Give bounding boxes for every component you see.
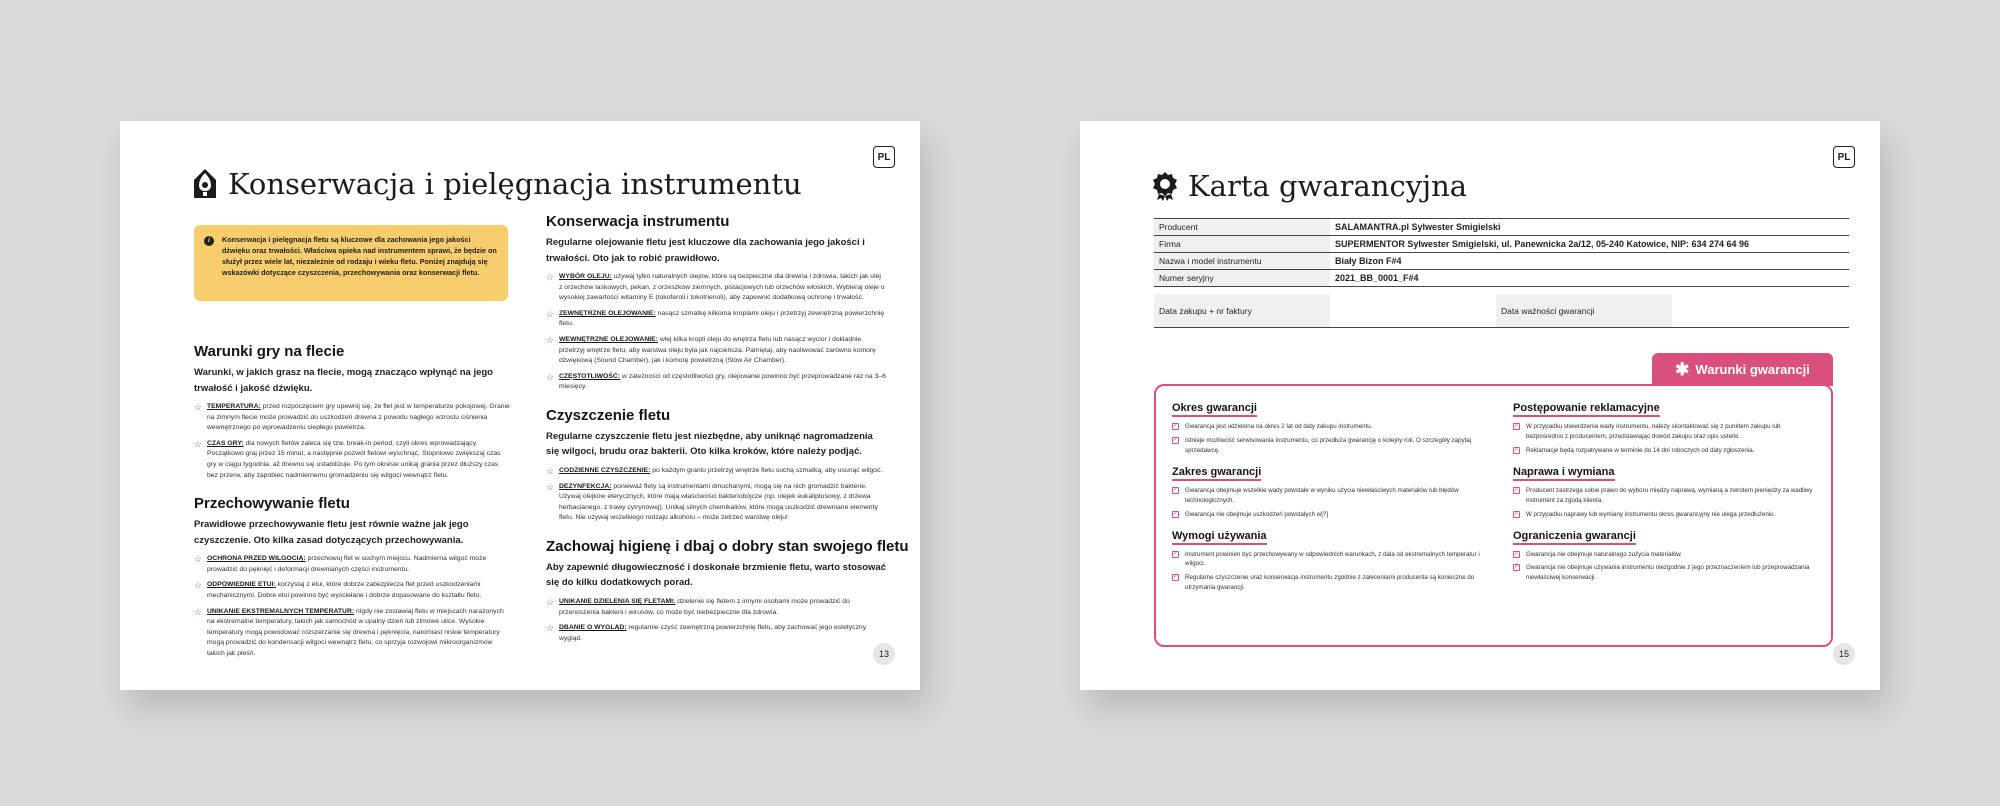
terms-item-text: Gwarancja nie obejmuje uszkodzeń powstałych w[?] — [1185, 510, 1329, 518]
section-lead: Warunki, w jakich grasz na flecie, mogą znacząco wpłynąć na jego trwałość i jakość dźwięku. — [194, 367, 493, 394]
care-tip-text: w zależności od częstotliwości gry, olejowanie powinno być przeprowadzane raz na 3–6 miesięcy. — [559, 372, 886, 391]
terms-item — [1172, 510, 1482, 520]
page-number: 15 — [1833, 643, 1855, 665]
asterisk-icon: ✱ — [1675, 359, 1690, 379]
warranty-field-label: Nazwa i model instrumentu — [1154, 253, 1330, 270]
page-number: 13 — [873, 643, 895, 665]
warranty-expiry-field[interactable] — [1672, 294, 1849, 327]
care-tip-keyword: DBANIE O WYGLĄD: — [559, 624, 627, 632]
care-tip-keyword: WYBÓR OLEJU: — [559, 273, 612, 281]
warranty-row — [1154, 253, 1849, 270]
care-tip-keyword: OCHRONA PRZED WILGOCIĄ: — [207, 555, 306, 563]
care-tip-keyword: WEWNĘTRZNE OLEJOWANIE: — [559, 336, 658, 343]
warranty-terms-tab-label: Warunki gwarancji — [1695, 362, 1810, 377]
info-icon: i — [204, 236, 214, 246]
care-tip — [546, 623, 886, 644]
terms-item-text: Gwarancja jest udzielona na okres 2 lat od daty zakupu instrumentu. — [1185, 423, 1373, 430]
warranty-field-label: Numer seryjny — [1154, 270, 1330, 287]
language-badge: PL — [873, 146, 895, 168]
terms-item — [1513, 486, 1818, 506]
warranty-terms-tab — [1652, 353, 1833, 386]
section-lead: Regularne czyszczenie fletu jest niezbędne, aby uniknąć nagromadzenia się wilgoci, brudu oraz bakterii. Oto kilka kroków, które należy podjąć. — [546, 430, 873, 458]
terms-right-column — [1513, 398, 1818, 589]
star-bullet-icon: ☆ — [546, 466, 555, 476]
section-title: Konserwacja instrumentu — [546, 213, 730, 230]
terms-item-text: Reklamacje będą rozpatrywane w terminie do 14 dni roboczych od daty zgłoszenia. — [1526, 446, 1755, 454]
care-section — [194, 343, 510, 481]
care-tip — [194, 402, 510, 434]
checkbox-icon: ✓ — [1173, 510, 1179, 517]
terms-group — [1513, 526, 1818, 584]
purchase-date-label: Data zakupu + nr faktury — [1154, 294, 1330, 327]
care-tip — [194, 607, 510, 660]
warranty-field-value: Biały Bizon F#4 — [1330, 253, 1849, 270]
care-tip-text: przed rozpoczęciem gry upewnij się, że flet jest w temperaturze pokojowej. Granie na zimnym flecie może prowadzić do uszkodzeń drewna z powodu nagłego wzrostu ciśnienia wewnętrznego po wprowadzeniu ciepłego powietrza. — [207, 403, 510, 432]
care-tip — [546, 466, 886, 477]
checkbox-icon: ✓ — [1173, 574, 1179, 581]
terms-item-text: W przypadku naprawy lub wymiany instrumentu okres gwarancyjny nie ulega przedłużeniu. — [1526, 510, 1776, 518]
care-section — [546, 537, 909, 644]
care-section — [546, 213, 886, 393]
rosette-badge-icon — [1152, 171, 1178, 201]
care-tip-text: ponieważ flety są instrumentami dmuchanymi, mogą się na nich gromadzić bakterie. Używaj olejków eterycznych, które mają właściwości bakteriobójcze (np. olejek eukaliptusowy, z drzewa herbacianego, z trawy cytrynowej). Unikaj silnych chemikaliów, które mogą uszkodzić drewniane elementy fletu. Nie używaj wszelkiego rodzaju alkoholu – może zetrzeć warstwę oleju! — [559, 482, 878, 522]
star-bullet-icon: ☆ — [194, 606, 203, 617]
purchase-date-field[interactable] — [1330, 294, 1496, 327]
star-bullet-icon: ☆ — [194, 438, 203, 449]
care-tip — [194, 580, 510, 601]
star-bullet-icon: ☆ — [546, 335, 555, 345]
star-bullet-icon: ☆ — [546, 481, 555, 492]
flute-care-icon — [192, 168, 218, 200]
care-tip-text: nigdy nie zostawiaj fletu w miejscach narażonych na ekstremalne temperatury, takich jak samochód w upalny dzień lub zimowe ulice. Wysokie temperatury mogą powodować rozszerzanie się drewna i pęknięcia, natomiast niskie temperatury mogą prowadzić do kondensacji wilgoci wewnątrz fletu, co sprzyja rozwojowi mikroorganizmów takich jak pleśń. — [207, 607, 504, 657]
terms-item — [1513, 563, 1818, 583]
care-tip — [546, 335, 886, 367]
section-title: Zachowaj higienę i dbaj o dobry stan swojego fletu — [546, 537, 909, 555]
terms-item-text: Istnieje możliwość serwisowania instrumentu, co przedłuża gwarancję o kolejny rok. O szczegóły zapytaj sprzedawcę. — [1185, 436, 1472, 454]
manual-page-13 — [120, 121, 920, 690]
terms-item — [1513, 446, 1818, 456]
checkbox-icon: ✓ — [1173, 436, 1179, 443]
care-tip — [546, 482, 886, 524]
care-tip — [546, 309, 886, 330]
warranty-field-value: SALAMANTRA.pl Sylwester Smigielski — [1330, 219, 1849, 236]
terms-group — [1513, 462, 1818, 520]
info-callout — [194, 225, 508, 301]
warranty-field-label: Firma — [1154, 236, 1330, 253]
language-badge: PL — [1833, 146, 1855, 168]
terms-group — [1172, 526, 1482, 594]
care-tip — [194, 554, 510, 575]
page-title — [1152, 169, 1467, 203]
care-tip — [546, 597, 886, 618]
terms-item-text: Instrument powinien być przechowywany w odpowiednich warunkach, z dala od ekstremalnych temperatur i wilgoci. — [1185, 550, 1480, 568]
terms-heading: Naprawa i wymiana — [1513, 466, 1615, 481]
warranty-field-value: SUPERMENTOR Sylwester Smigielski, ul. Panewnicka 2a/12, 05-240 Katowice, NIP: 634 274 64 96 — [1330, 236, 1849, 253]
warranty-expiry-label: Data ważności gwarancji — [1496, 294, 1672, 327]
care-tip-keyword: CZĘSTOTLIWOŚĆ: — [559, 372, 621, 380]
warranty-field-value: 2021_BB_0001_F#4 — [1330, 270, 1849, 287]
terms-item-text: W przypadku stwierdzenia wady instrumentu, należy skontaktować się z punktem zakupu lub bezpośrednio z producentem, przedstawiając dowód zakupu oraz opis usterki. — [1526, 423, 1781, 440]
care-tip-text: dla nowych fletów zaleca się tzw. break-in period, czyli okres wprowadzający. Początkowo graj przez 15 minut, a następnie pozwól fletowi wyschnąć. Stopniowo zwiększaj czas gry w ciągu tygodnia, aż drewno się ustabilizuje. Po tym okresie unikaj grania przez dłuższy czas bez przerw, aby zapobiec nadmiernemu gromadzeniu się wilgoci wewnątrz fletu. — [207, 439, 501, 479]
callout-text: Konserwacja i pielęgnacja fletu są kluczowe dla zachowania jego jakości dźwięku oraz trwałości. Właściwa opieka nad instrumentem sprawi, że będzie on służył przez wiele lat, niezależnie od rodzaju i wieku fletu. Poniżej znajdują się wskazówki dotyczące czyszczenia, przechowywania oraz konserwacji fletu. — [222, 235, 497, 278]
terms-item — [1513, 510, 1818, 520]
care-tip-keyword: ODPOWIEDNIE ETUI: — [207, 581, 276, 589]
terms-item-text: Regularne czyszczenie oraz konserwacja instrumentu zgodnie z zaleceniami producenta są konieczne do utrzymania gwarancji. — [1185, 574, 1475, 592]
star-bullet-icon: ☆ — [194, 580, 203, 591]
warranty-field-label: Producent — [1154, 219, 1330, 236]
warranty-row — [1154, 219, 1849, 236]
date-row — [1154, 294, 1849, 328]
page-title-text: Karta gwarancyjna — [1188, 169, 1468, 203]
terms-item-text: Gwarancja nie obejmuje naturalnego zużycia materiałów. — [1526, 550, 1683, 558]
star-bullet-icon: ☆ — [546, 371, 555, 382]
care-tip — [546, 372, 886, 393]
warranty-card-page — [1080, 121, 1880, 690]
warranty-row — [1154, 236, 1849, 253]
star-bullet-icon: ☆ — [194, 402, 203, 413]
warranty-table — [1154, 218, 1849, 287]
checkbox-icon: ✓ — [1514, 423, 1520, 429]
star-bullet-icon: ☆ — [546, 308, 555, 319]
terms-group — [1172, 398, 1482, 456]
care-tip-text: regularnie czyść zewnętrzną powierzchnię fletu, aby zachować jego estetyczny wygląd. — [559, 624, 867, 642]
page-title — [192, 167, 802, 201]
terms-item-text: Gwarancja nie obejmuje używania instrumentu niezgodnie z jego przeznaczeniem lub przeprowadzania niewłaściwej konserwacji. — [1526, 564, 1810, 582]
terms-heading: Zakres gwarancji — [1172, 466, 1261, 481]
checkbox-icon: ✓ — [1514, 446, 1520, 453]
warranty-terms-box — [1154, 384, 1833, 647]
care-tip-text: po każdym graniu przetrzyj wnętrze fletu suchą szmatką, aby usunąć wilgoć. — [650, 467, 883, 474]
terms-group — [1513, 398, 1818, 456]
checkbox-icon: ✓ — [1514, 550, 1520, 557]
terms-item — [1172, 550, 1482, 570]
terms-item — [1172, 436, 1482, 456]
care-tip — [194, 439, 510, 481]
terms-item — [1513, 550, 1818, 560]
terms-item-text: Gwarancja obejmuje wszelkie wady powstałe w wyniku użycia niewłaściwych materiałów lub błędów technologicznych. — [1185, 486, 1459, 504]
terms-heading: Postępowanie reklamacyjne — [1513, 402, 1660, 417]
terms-item — [1513, 422, 1818, 442]
care-tip-text: nasącz szmatkę kilkoma kroplami oleju i przetrzyj zewnętrzną powierzchnię fletu. — [559, 309, 885, 328]
section-lead: Regularne olejowanie fletu jest kluczowe dla zachowania jego jakości i trwałości. Oto jak to robić prawidłowo. — [546, 237, 865, 264]
care-tip-keyword: DEZYNFEKCJA: — [559, 482, 612, 490]
checkbox-icon: ✓ — [1514, 486, 1520, 493]
page-title-text: Konserwacja i pielęgnacja instrumentu — [228, 167, 802, 201]
care-tip-text: wlej kilka kropli oleju do wnętrza fletu lub nasącz wycior i dokładnie przetrzyj wnętrze fletu, aby warstwa oleju była jak najcieńsza. Pamiętaj, aby naoliwować zarówno komorę dźwiękową (Sound Chamber), jak i komorę powietrzną (Slow Air Chamber). — [559, 336, 876, 365]
terms-item — [1172, 486, 1482, 506]
section-title: Czyszczenie fletu — [546, 406, 671, 424]
checkbox-icon: ✓ — [1514, 510, 1520, 517]
checkbox-icon: ✓ — [1173, 550, 1179, 557]
care-tip-text: dzielenie się fletem z innymi osobami może prowadzić do przenoszenia bakterii i wirusów, co może być niebezpieczne dla zdrowia. — [559, 598, 850, 616]
terms-item — [1172, 422, 1482, 432]
care-tip-keyword: UNIKANIE DZIELENIA SIĘ FLETAMI: — [559, 598, 676, 605]
terms-left-column — [1172, 398, 1482, 599]
section-title: Warunki gry na flecie — [194, 343, 345, 360]
care-tip-keyword: CODZIENNE CZYSZCZENIE: — [559, 467, 651, 474]
warranty-row — [1154, 270, 1849, 287]
care-tip-text: przechowuj flet w suchym miejscu. Nadmierna wilgoć może prowadzić do pęknięć i deformacji drewnianych części instrumentu. — [207, 555, 487, 573]
checkbox-icon: ✓ — [1173, 423, 1179, 429]
left-column — [194, 343, 510, 664]
terms-heading: Wymogi używania — [1172, 530, 1267, 545]
care-tip-keyword: UNIKANIE EKSTREMALNYCH TEMPERATUR: — [207, 607, 355, 615]
care-section — [546, 407, 886, 524]
care-tip-keyword: ZEWNĘTRZNE OLEJOWANIE: — [559, 309, 656, 317]
section-lead: Aby zapewnić długowieczność i doskonałe brzmienie fletu, warto stosować się do kilku dodatkowych porad. — [546, 561, 886, 589]
care-tip-text: używaj tylko naturalnych olejów, które są bezpieczne dla drewna i zdrowia, takich jak olej z orzechów laskowych, pekan, z orzeszków ziemnych, pistacjowych lub orzechów włoskich. Wybieraj oleje o wysokiej zawartości witaminy E (tokoferoli i tokotrienoli), aby zapewnić dodatkową ochronę i trwałość. — [559, 273, 885, 302]
star-bullet-icon: ☆ — [194, 554, 203, 565]
terms-heading: Okres gwarancji — [1172, 402, 1257, 417]
star-bullet-icon: ☆ — [546, 272, 555, 283]
terms-item-text: Producent zastrzega sobie prawo do wyboru między naprawą, wymianą a zwrotem pieniędzy za wadliwy instrument za zgodą klienta. — [1526, 486, 1813, 504]
star-bullet-icon: ☆ — [546, 623, 555, 634]
section-lead: Prawidłowe przechowywanie fletu jest równie ważne jak jego czyszczenie. Oto kilka zasad dotyczących przechowywania. — [194, 519, 469, 546]
terms-heading: Ograniczenia gwarancji — [1513, 530, 1636, 545]
terms-group — [1172, 462, 1482, 520]
care-tip — [546, 272, 886, 304]
care-tip-keyword: TEMPERATURA: — [207, 403, 261, 411]
checkbox-icon: ✓ — [1173, 486, 1179, 493]
checkbox-icon: ✓ — [1514, 564, 1520, 571]
care-tip-keyword: CZAS GRY: — [207, 439, 244, 447]
section-title: Przechowywanie fletu — [194, 495, 350, 513]
terms-item — [1172, 573, 1482, 593]
care-section — [194, 495, 510, 659]
right-column — [546, 213, 909, 649]
star-bullet-icon: ☆ — [546, 597, 555, 607]
care-tip-text: korzystaj z etui, które dobrze zabezpiecza flet przed uszkodzeniami mechanicznymi. Dobre etui powinno być wyściełane i dobrze dopasowane do kształtu fletu. — [207, 581, 482, 599]
